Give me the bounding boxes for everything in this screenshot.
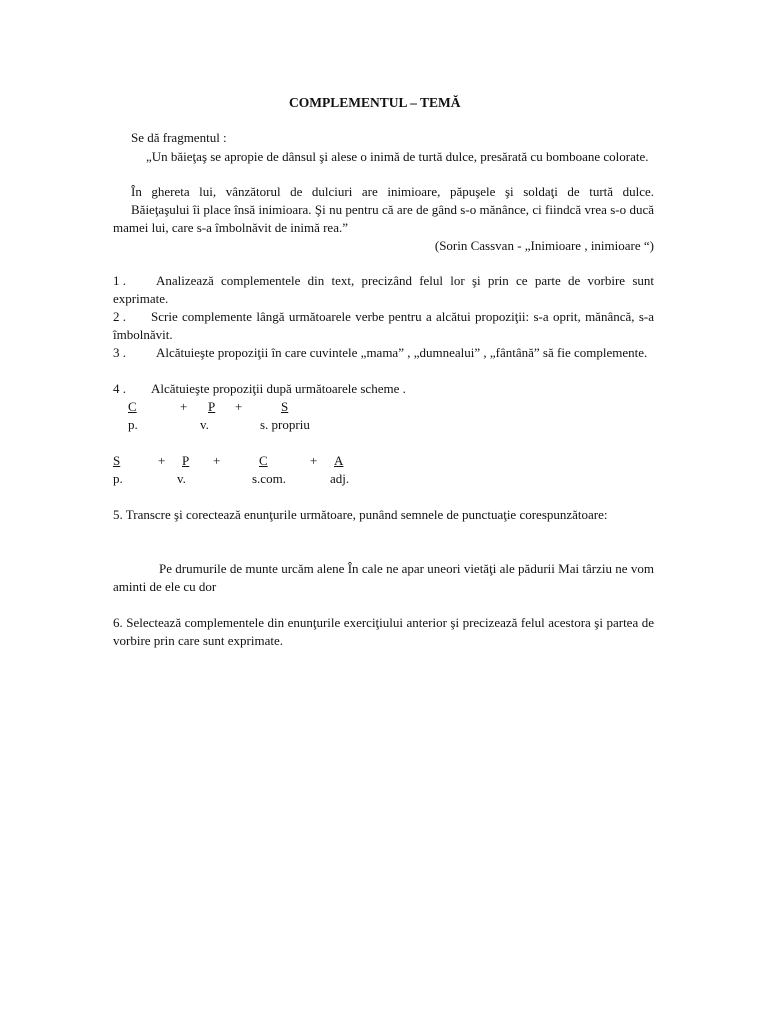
scheme-2-label: p.: [113, 471, 123, 486]
fragment-source: (Sorin Cassvan - „Inimioare , inimioare “): [434, 238, 654, 253]
scheme-2-label: adj.: [330, 471, 350, 486]
scheme-2-plus: +: [213, 453, 221, 468]
fragment-paragraph-3: Băieţaşului îi place însă inimioara. Şi nu pentru că are de gând s-o mănânce, ci fiindcă vrea s-o ducă mamei lui, care s-a îmbolnăvit de inimă rea.”: [113, 202, 654, 235]
page-title: COMPLEMENTUL – TEMĂ: [289, 95, 461, 110]
scheme-1-plus: +: [235, 399, 243, 414]
exercise-3-number: 3 .: [113, 345, 126, 360]
exercise-4-text: Alcătuieşte propoziţii după următoarele scheme .: [151, 381, 406, 396]
scheme-1-subject: S: [281, 399, 289, 414]
scheme-1-label: s. propriu: [260, 417, 310, 432]
scheme-2-complement: C: [259, 453, 268, 468]
intro-line: Se dă fragmentul :: [131, 130, 227, 145]
fragment-paragraph-2: În ghereta lui, vânzătorul de dulciuri are inimioare, păpuşele şi soldaţi de turtă dulce.: [131, 184, 654, 199]
fragment-paragraph-1: „Un băieţaş se apropie de dânsul şi alese o inimă de turtă dulce, presărată cu bomboane colorate.: [146, 149, 649, 164]
scheme-2-label: v.: [177, 471, 186, 486]
scheme-1-label: v.: [200, 417, 209, 432]
exercise-6-text: 6. Selectează complementele din enunţurile exerciţiului anterior şi precizează felul acestora şi partea de vorbire prin care sunt exprimate.: [113, 615, 654, 648]
scheme-1-label: p.: [128, 417, 138, 432]
scheme-1-predicate: P: [208, 399, 216, 414]
exercise-4-number: 4 .: [113, 381, 126, 396]
scheme-2-label: s.com.: [252, 471, 286, 486]
exercise-5-text: 5. Transcre şi corectează enunţurile următoare, punând semnele de punctuaţie corespunzătoare:: [113, 507, 608, 522]
exercise-1-number: 1 .: [113, 273, 126, 288]
scheme-2-attribute: A: [334, 453, 344, 468]
scheme-2-plus: +: [158, 453, 166, 468]
scheme-2-predicate: P: [182, 453, 190, 468]
scheme-1-complement: C: [128, 399, 137, 414]
exercise-2-number: 2 .: [113, 309, 126, 324]
exercise-1-text: Analizează complementele din text, precizând felul lor şi prin ce parte de vorbire sunt exprimate.: [113, 273, 654, 306]
exercise-3-text: Alcătuieşte propoziţii în care cuvintele „mama” , „dumnealui” , „fântână” să fie complemente.: [156, 345, 648, 360]
scheme-2-plus: +: [310, 453, 318, 468]
scheme-2-subject: S: [113, 453, 121, 468]
scheme-1-plus: +: [180, 399, 188, 414]
exercise-5-sentence: Pe drumurile de munte urcăm alene În cale ne apar uneori vietăţi ale pădurii Mai târziu ne vom aminti de ele cu dor: [113, 561, 654, 594]
exercise-2-text: Scrie complemente lângă următoarele verbe pentru a alcătui propoziţii: s-a oprit, mănâncă, s-a îmbolnăvit.: [113, 309, 654, 342]
